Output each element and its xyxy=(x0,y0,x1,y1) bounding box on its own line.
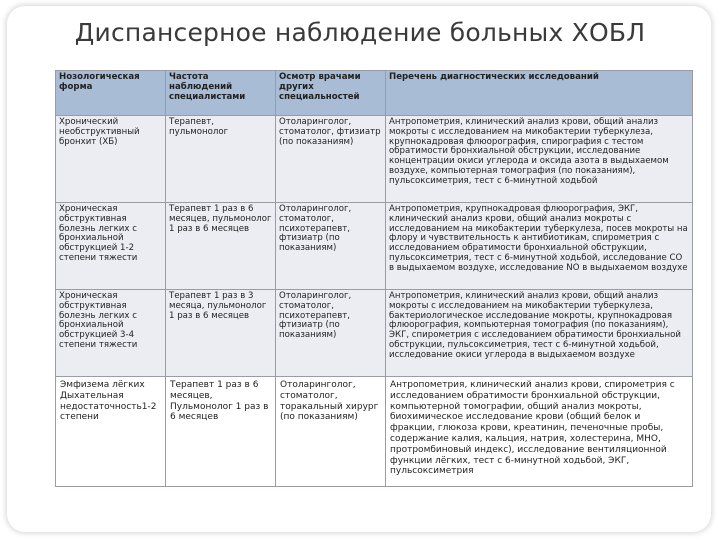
cell-diagnostic-list: Антропометрия, крупнокадровая флюорография, ЭКГ, клинический анализ крови, общий анализ мокроты с исследованием на микобактерии туберкулеза, посев мокроты на флору и чувствительность к антибиотикам, спирометрия с исследованием обратимости бронхиальной обструкции, пульсоксиметрия, тест с 6-минутной ходьбой, исследование СО в выдыхаемом воздухе, исследование NO в выдыхаемом воздухе xyxy=(386,203,693,290)
cell-nosological-form: Хроническая обструктивная болезнь легких с бронхиальной обструкцией 3-4 степени тяжести xyxy=(56,290,166,377)
cell-observation-frequency: Терапевт 1 раз в 3 месяца, пульмонолог 1 раз в 6 месяцев xyxy=(166,290,276,377)
cell-nosological-form: Эмфизема лёгких Дыхательная недостаточность1-2 степени xyxy=(56,377,166,487)
table-row xyxy=(56,116,693,203)
header-nosological-form: Нозологическая форма xyxy=(56,71,166,116)
header-diagnostic-list: Перечень диагностических исследований xyxy=(386,71,693,116)
cell-observation-frequency: Терапевт 1 раз в 6 месяцев, пульмонолог 1 раз в 6 месяцев xyxy=(166,203,276,290)
cell-diagnostic-list: Антропометрия, клинический анализ крови, общий анализ мокроты с исследованием на микобактерии туберкулеза, крупнокадровая флюорография, спирография с тестом обратимости бронхиальной обструкции, исследование концентрации окиси углерода и оксида азота в выдыхаемом воздухе, компьютерная томография (по показаниям), пульсоксиметрия, тест с 6-минутной ходьбой xyxy=(386,116,693,203)
cell-observation-frequency: Терапевт 1 раз в 6 месяцев, Пульмонолог 1 раз в 6 месяцев xyxy=(166,377,276,487)
cell-nosological-form: Хронический необструктивный бронхит (ХБ) xyxy=(56,116,166,203)
cell-other-specialists: Отоларинголог, стоматолог, торакальный хирург (по показаниям) xyxy=(276,377,386,487)
cell-other-specialists: Отоларинголог, стоматолог, психотерапевт, фтизиатр (по показаниям) xyxy=(276,290,386,377)
table-row xyxy=(56,290,693,377)
header-other-specialists: Осмотр врачами других специальностей xyxy=(276,71,386,116)
cell-diagnostic-list: Антропометрия, клинический анализ крови, общий анализ мокроты с исследованием на микобактерии туберкулеза, бактериологическое исследование мокроты, крупнокадровая флюорография, компьютерная томография (по показаниям), ЭКГ, спирометрия с исследованием обратимости бронхиальной обструкции, пульсоксиметрия, тест с 6-минутной ходьбой, исследование окиси углерода в выдыхаемом воздухе xyxy=(386,290,693,377)
observation-table xyxy=(55,70,693,487)
cell-other-specialists: Отоларинголог, стоматолог, фтизиатр (по показаниям) xyxy=(276,116,386,203)
table-row xyxy=(56,377,693,487)
table-row xyxy=(56,203,693,290)
table-header-row xyxy=(56,71,693,116)
observation-table-container xyxy=(55,70,692,492)
cell-diagnostic-list: Антропометрия, клинический анализ крови, спирометрия с исследованием обратимости бронхиальной обструкции, компьютерной томографии, общий анализ мокроты, биохимическое исследование крови (общий белок и фракции, глюкоза крови, креатинин, печеночные пробы, содержание калия, кальция, натрия, холестерина, МНО, протромбиновый индекс), исследование вентиляционной функции лёгких, тест с 6-минутной ходьбой, ЭКГ, пульсоксиметрия xyxy=(386,377,693,487)
cell-observation-frequency: Терапевт, пульмонолог xyxy=(166,116,276,203)
slide-title: Диспансерное наблюдение больных ХОБЛ xyxy=(74,18,646,47)
cell-nosological-form: Хроническая обструктивная болезнь легких с бронхиальной обструкцией 1-2 степени тяжести xyxy=(56,203,166,290)
cell-other-specialists: Отоларинголог, стоматолог, психотерапевт, фтизиатр (по показаниям) xyxy=(276,203,386,290)
header-observation-frequency: Частота наблюдений специалистами xyxy=(166,71,276,116)
